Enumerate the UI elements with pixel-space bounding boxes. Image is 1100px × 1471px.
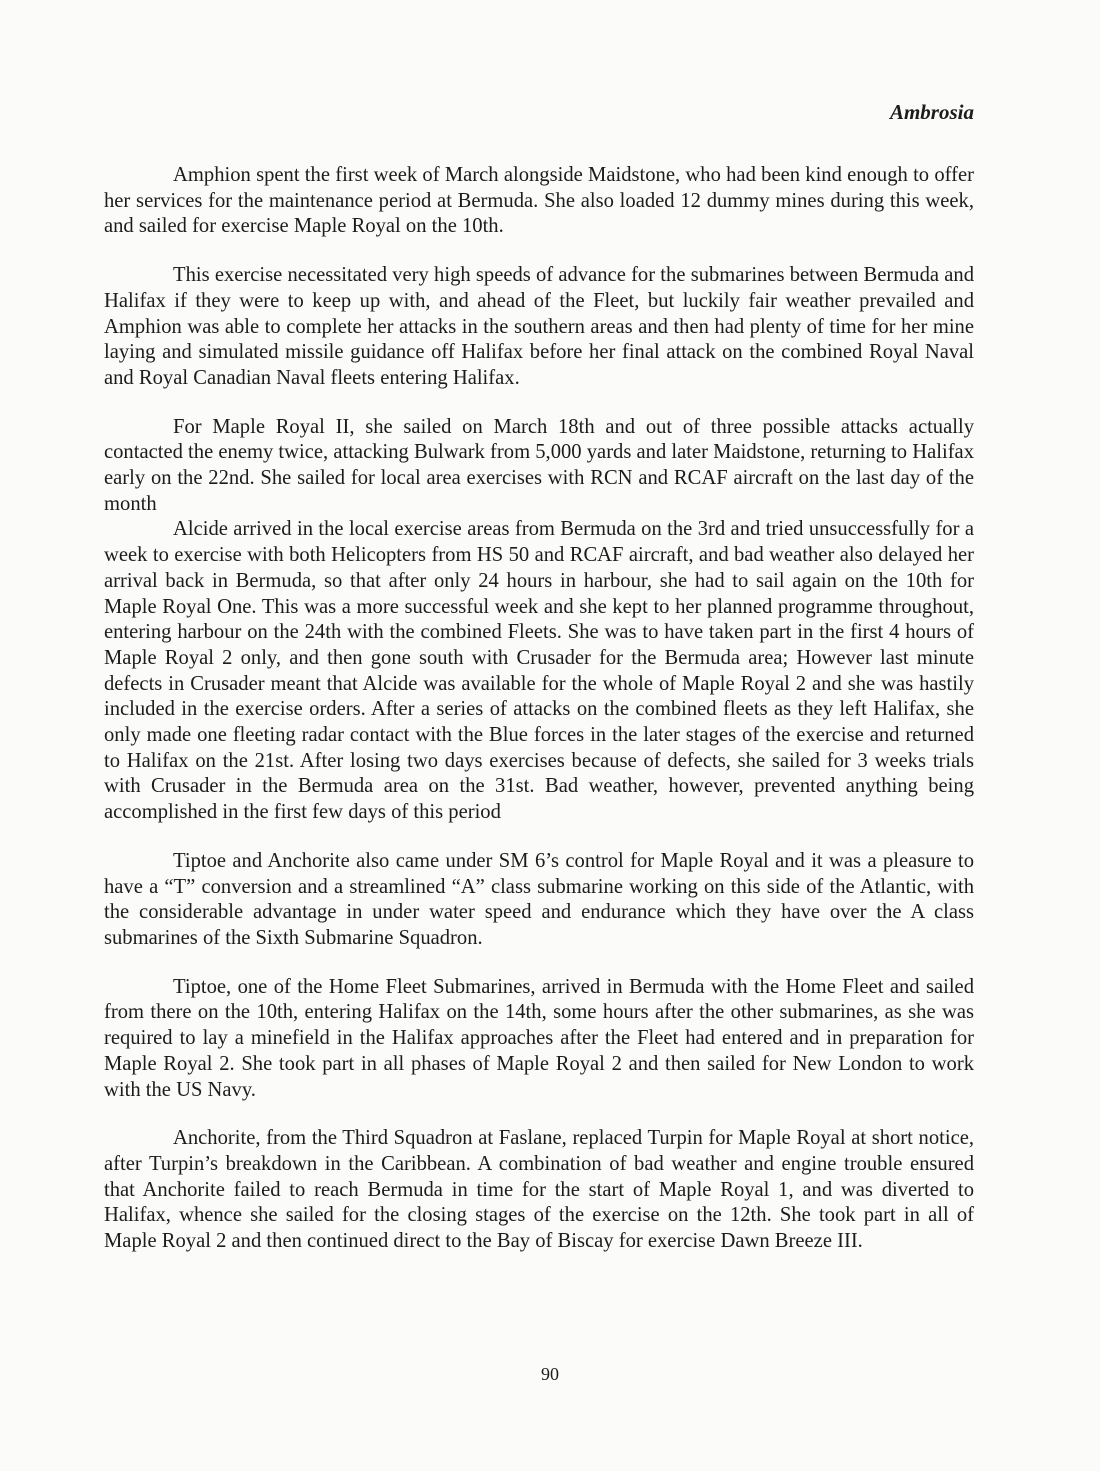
paragraph-exercise-speeds: This exercise necessitated very high speeds of advance for the submarines between Bermuda and Halifax if they were to keep up with, and ahead of the Fleet, but luckily fair weather prevailed and Amphion was able to complete her attacks in the southern areas and then had plenty of time for her mine laying and simulated missile guidance off Halifax before her final attack on the combined Royal Naval and Royal Canadian Naval fleets entering Halifax. xyxy=(104,264,974,389)
running-header: Ambrosia xyxy=(889,100,974,124)
page-number: 90 xyxy=(541,1364,559,1384)
paragraph-tiptoe: Tiptoe, one of the Home Fleet Submarines, arrived in Bermuda with the Home Fleet and sailed from there on the 10th, entering Halifax on the 14th, some hours after the other submarines, as she was required to lay a minefield in the Halifax approaches after the Fleet had entered and in preparation for Maple Royal 2. She took part in all phases of Maple Royal 2 and then sailed for New London to work with the US Navy. xyxy=(104,975,974,1101)
paragraph-amphion-march: Amphion spent the first week of March alongside Maidstone, who had been kind enough to offer her services for the maintenance period at Bermuda. She also loaded 12 dummy mines during this week, and sailed for exercise Maple Royal on the 10th. xyxy=(104,164,974,238)
paragraph-anchorite: Anchorite, from the Third Squadron at Faslane, replaced Turpin for Maple Royal at short notice, after Turpin’s breakdown in the Caribbean. A combination of bad weather and engine trouble ensured that Anchorite failed to reach Bermuda in time for the start of Maple Royal 1, and was diverted to Halifax, whence she sailed for the closing stages of the exercise on the 12th. She took part in all of Maple Royal 2 and then continued direct to the Bay of Biscay for exercise Dawn Breeze III. xyxy=(104,1127,974,1253)
paragraph-tiptoe-anchorite: Tiptoe and Anchorite also came under SM 6’s control for Maple Royal and it was a pleasure to have a “T” conversion and a streamlined “A” class submarine working on this side of the Atlantic, with the considerable advantage in under water speed and endurance which they have over the A class submarines of the Sixth Submarine Squadron. xyxy=(104,849,974,949)
paragraph-maple-royal-ii: For Maple Royal II, she sailed on March 18th and out of three possible attacks actually contacted the enemy twice, attacking Bulwark from 5,000 yards and later Maidstone, returning to Halifax early on the 22nd. She sailed for local area exercises with RCN and RCAF aircraft on the last day of the month xyxy=(104,415,974,515)
body-text xyxy=(104,163,974,1255)
paragraph-alcide: Alcide arrived in the local exercise areas from Bermuda on the 3rd and tried unsuccessfully for a week to exercise with both Helicopters from HS 50 and RCAF aircraft, and bad weather also delayed her arrival back in Bermuda, so that after only 24 hours in harbour, she had to sail again on the 10th for Maple Royal One. This was a more successful week and she kept to her planned programme throughout, entering harbour on the 24th with the combined Fleets. She was to have taken part in the first 4 hours of Maple Royal 2 only, and then gone south with Crusader for the Bermuda area; However last minute defects in Crusader meant that Alcide was available for the whole of Maple Royal 2 and she was hastily included in the exercise orders. After a series of attacks on the combined fleets as they left Halifax, she only made one fleeting radar contact with the Blue forces in the later stages of the exercise and returned to Halifax on the 21st. After losing two days exercises because of defects, she sailed for 3 weeks trials with Crusader in the Bermuda area on the 31st. Bad weather, however, prevented anything being accomplished in the first few days of this period xyxy=(104,518,974,824)
